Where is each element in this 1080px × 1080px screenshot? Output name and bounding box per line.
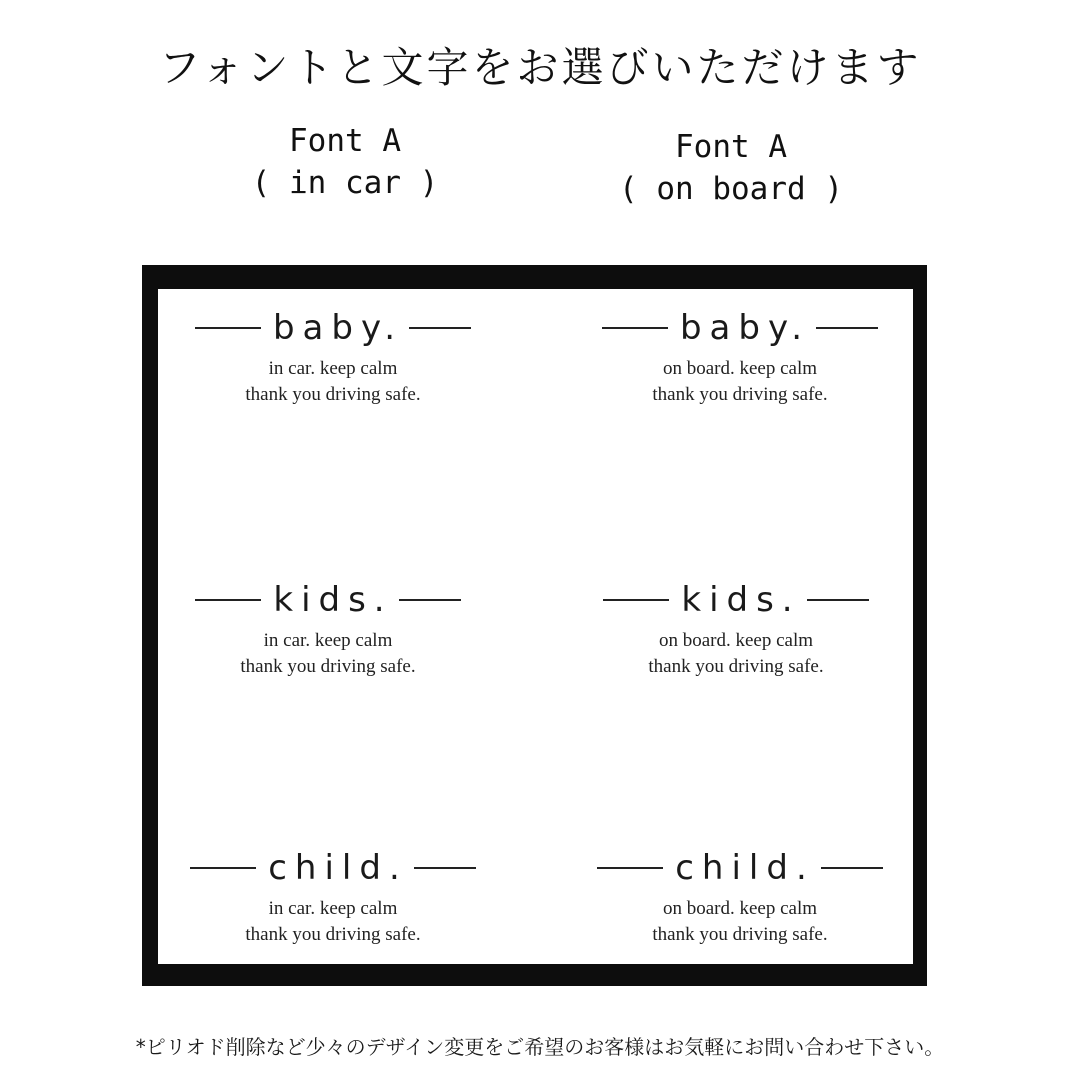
sticker-baby-in-car: [183, 306, 483, 408]
sticker-line-2: thank you driving safe.: [245, 384, 421, 405]
sticker-line-2: thank you driving safe.: [648, 656, 824, 677]
sticker-line-1: in car. keep calm: [268, 358, 398, 379]
sticker-kids-on-board: [586, 578, 886, 680]
sticker-line-1: on board. keep calm: [662, 898, 818, 919]
preview-frame: [142, 265, 927, 986]
font-label-in-car: [185, 120, 505, 204]
rule-right: [414, 867, 476, 869]
page-heading: フォントと文字をお選びいただけます: [158, 43, 922, 92]
sticker-title-row: [183, 306, 483, 350]
sticker-line-1: in car. keep calm: [268, 898, 398, 919]
rule-left: [597, 867, 663, 869]
sticker-title-row: [586, 578, 886, 622]
sticker-title-row: [178, 578, 478, 622]
sticker-title-row: [590, 846, 890, 890]
sticker-line-2: thank you driving safe.: [652, 384, 828, 405]
rule-left: [602, 327, 668, 329]
rule-left: [195, 327, 261, 329]
rule-right: [807, 599, 869, 601]
sticker-child-on-board: [590, 846, 890, 948]
sticker-line-1: on board. keep calm: [658, 630, 814, 651]
sticker-word: kids.: [681, 580, 801, 620]
font-label-in-car-variant: ( in car ): [251, 165, 439, 201]
sticker-baby-on-board: [590, 306, 890, 408]
sticker-line-2: thank you driving safe.: [245, 924, 421, 945]
sticker-child-in-car: [183, 846, 483, 948]
font-label-on-board: [571, 126, 891, 210]
sticker-word: child.: [268, 848, 408, 888]
sticker-kids-in-car: [178, 578, 478, 680]
sticker-line-2: thank you driving safe.: [652, 924, 828, 945]
rule-right: [399, 599, 461, 601]
rule-left: [195, 599, 261, 601]
sticker-title-row: [590, 306, 890, 350]
design-change-note: *ピリオド削除など少々のデザイン変更をご希望のお客様はお気軽にお問い合わせ下さい。: [135, 1035, 945, 1059]
rule-left: [603, 599, 669, 601]
font-label-on-board-variant: ( on board ): [619, 171, 843, 207]
sticker-line-1: in car. keep calm: [263, 630, 393, 651]
rule-right: [821, 867, 883, 869]
rule-right: [409, 327, 471, 329]
sticker-line-2: thank you driving safe.: [240, 656, 416, 677]
font-label-on-board-name: Font A: [675, 129, 787, 165]
sticker-title-row: [183, 846, 483, 890]
font-label-in-car-name: Font A: [289, 123, 401, 159]
sticker-word: kids.: [273, 580, 393, 620]
sticker-word: baby.: [272, 308, 404, 348]
sticker-word: child.: [675, 848, 815, 888]
rule-left: [190, 867, 256, 869]
rule-right: [816, 327, 878, 329]
sticker-word: baby.: [679, 308, 811, 348]
preview-panel: [158, 289, 913, 964]
sticker-line-1: on board. keep calm: [662, 358, 818, 379]
